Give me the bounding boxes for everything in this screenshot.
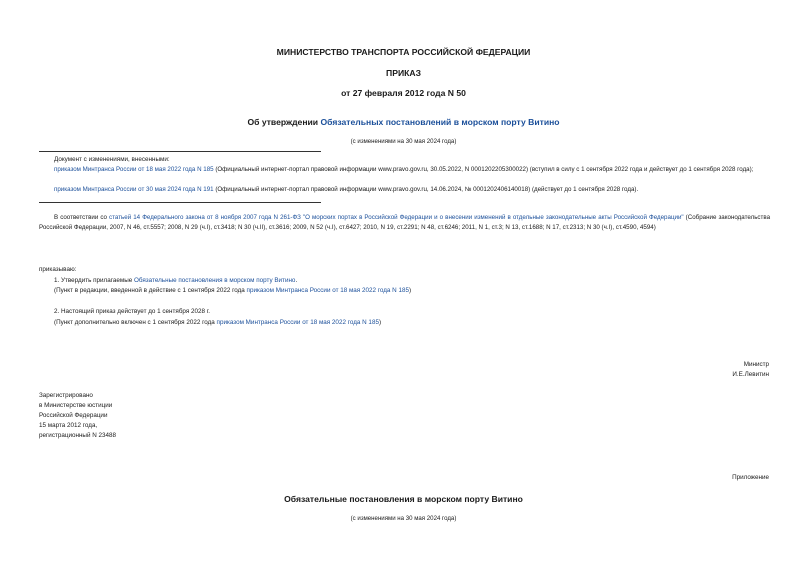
signature-name: И.Е.Левитин xyxy=(732,371,769,378)
point-1-link[interactable]: Обязательные постановления в морском порту Витино xyxy=(134,277,296,284)
document-title xyxy=(0,117,807,127)
ministry-heading: МИНИСТЕРСТВО ТРАНСПОРТА РОССИЙСКОЙ ФЕДЕРАЦИИ xyxy=(276,47,531,57)
preamble-prefix: В соответствии со xyxy=(54,214,110,221)
changes-item-2-text: (Официальный интернет-портал правовой информации www.pravo.gov.ru, 14.06.2024, № 0001202406140018) (действует до 1 сентября 2028 года). xyxy=(213,186,639,193)
point-1-suffix: . xyxy=(295,277,298,284)
signature-position: Министр xyxy=(743,361,769,368)
registration-line-5: регистрационный N 23488 xyxy=(39,432,117,439)
preamble-paragraph xyxy=(39,213,770,234)
point-1-note-link[interactable]: приказом Минтранса России от 18 мая 2022 года N 185 xyxy=(246,287,409,294)
changes-item-1 xyxy=(54,165,770,175)
point-2-note-link[interactable]: приказом Минтранса России от 18 мая 2022 года N 185 xyxy=(216,319,379,326)
changes-item-1-link[interactable]: приказом Минтранса России от 18 мая 2022 года N 185 xyxy=(54,166,214,173)
order-point-1 xyxy=(54,276,770,287)
changes-intro: Документ с изменениями, внесенными: xyxy=(54,156,170,163)
point-2-note-suffix: ) xyxy=(378,319,382,326)
registration-line-2: в Министерстве юстиции xyxy=(39,402,113,409)
order-point-1-note xyxy=(54,286,770,297)
point-1-note-suffix: ) xyxy=(408,287,412,294)
divider-bottom xyxy=(39,202,321,203)
order-word: приказываю: xyxy=(39,266,77,273)
appendix-title: Обязательные постановления в морском порту Витино xyxy=(284,494,523,504)
divider-top xyxy=(39,151,321,152)
changes-item-2-link[interactable]: приказом Минтранса России от 30 мая 2024 года N 191 xyxy=(54,186,214,193)
point-2-note-prefix: (Пункт дополнительно включен с 1 сентября 2022 года xyxy=(54,319,217,326)
order-point-2: 2. Настоящий приказ действует до 1 сентября 2028 г. xyxy=(54,308,211,315)
date-number: от 27 февраля 2012 года N 50 xyxy=(341,88,466,98)
title-link[interactable]: Обязательных постановлений в морском порту Витино xyxy=(320,117,560,127)
preamble-text: (Собрание законодательства Российской Федерации, 2007, N 46, ст.5557; 2008, N 29 (ч.I), ст.3418; N 30 (ч.II), ст.3616; 2009, N 52 (ч.I), ст.6427; 2010, N 19, ст.2291; N 48, ст.6246; 2011, N 1, ст.3; N 13, ст.1688; N 17, ст.2313; N 30 (ч.I), ст.4590, 4594) xyxy=(39,214,771,232)
registration-line-1: Зарегистрировано xyxy=(39,392,93,399)
amended-note: (с изменениями на 30 мая 2024 года) xyxy=(350,138,457,145)
point-1-note-prefix: (Пункт в редакции, введенной в действие с 1 сентября 2022 года xyxy=(54,287,247,294)
preamble-law-link[interactable]: статьей 14 Федерального закона от 8 ноября 2007 года N 261-ФЗ "О морских портах в Российской Федерации и о внесении изменений в отдельные законодательные акты Российской Федерации" xyxy=(109,214,684,221)
changes-item-1-text: (Официальный интернет-портал правовой информации www.pravo.gov.ru, 30.05.2022, N 0001202205300022) (вступил в силу с 1 сентября 2022 года и действует до 1 сентября 2028 года); xyxy=(213,166,754,173)
registration-line-4: 15 марта 2012 года, xyxy=(39,422,98,429)
appendix-label: Приложение xyxy=(732,474,769,481)
doc-type-heading: ПРИКАЗ xyxy=(386,68,421,78)
title-prefix: Об утверждении xyxy=(247,117,321,127)
changes-item-2 xyxy=(54,185,770,195)
registration-line-3: Российской Федерации xyxy=(39,412,108,419)
appendix-note: (с изменениями на 30 мая 2024 года) xyxy=(350,515,457,522)
order-point-2-note xyxy=(54,318,770,329)
point-1-prefix: 1. Утвердить прилагаемые xyxy=(54,277,134,284)
